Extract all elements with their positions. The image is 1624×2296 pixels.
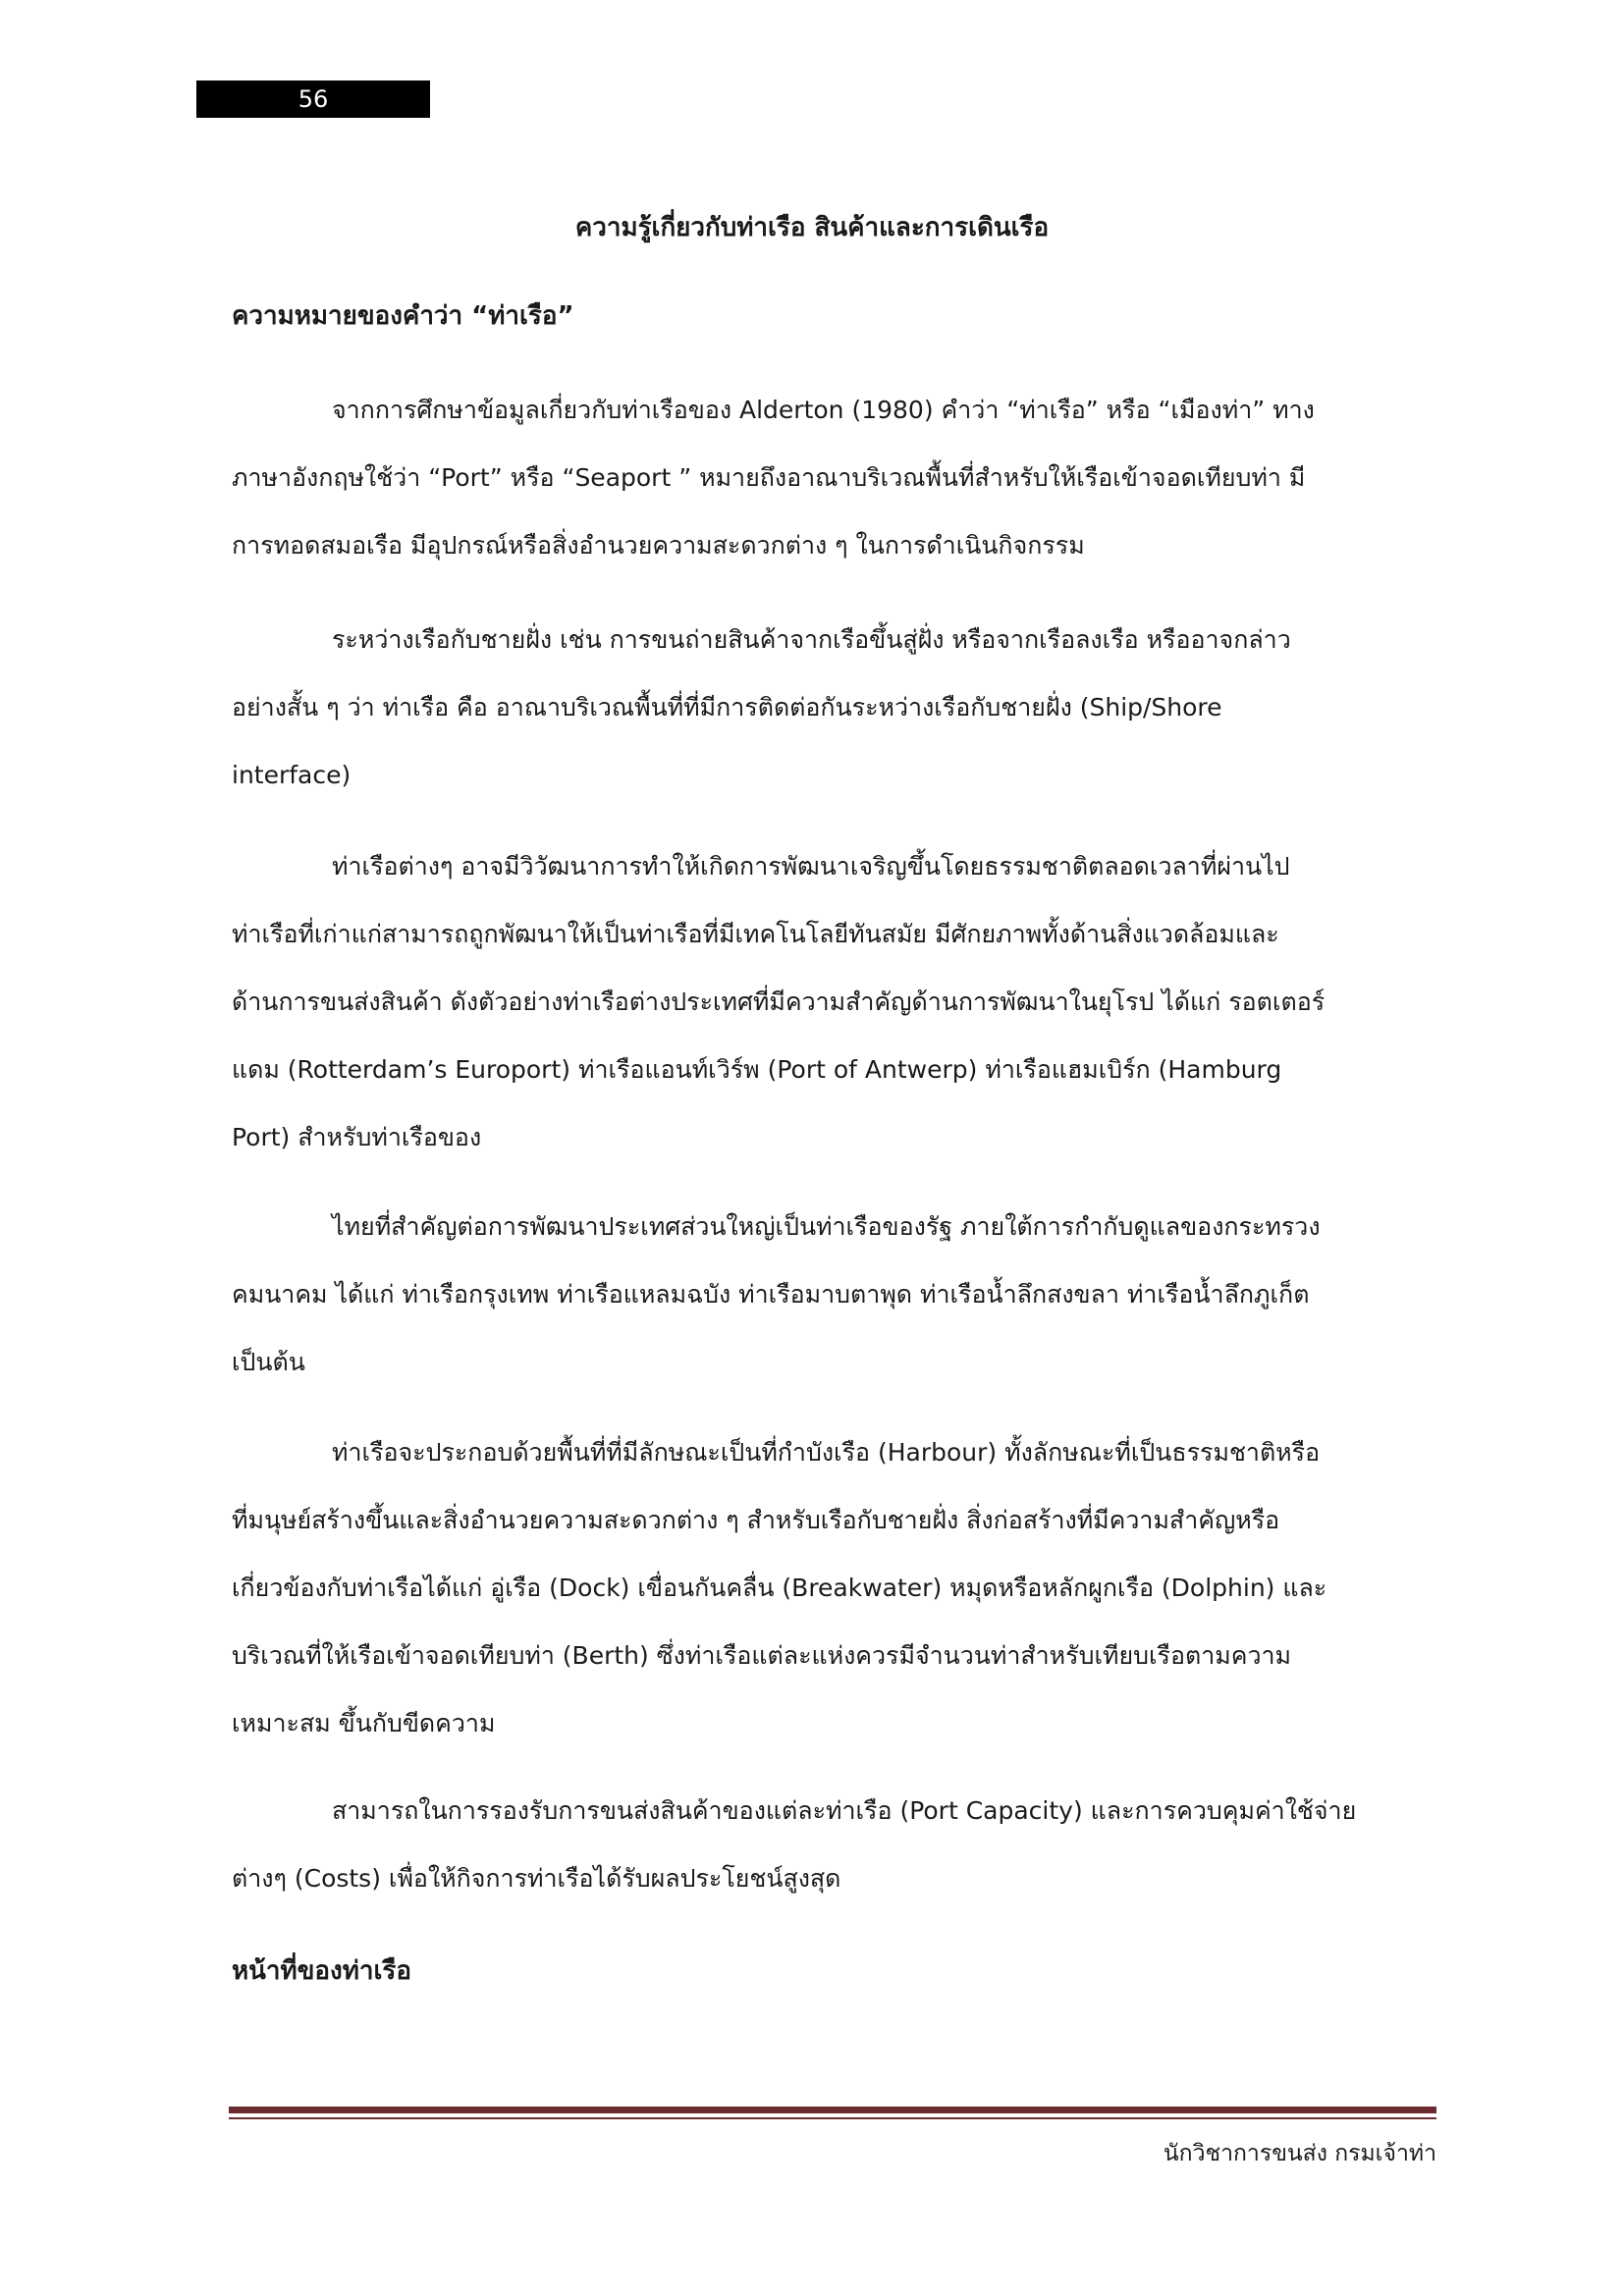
paragraph-line: ระหว่างเรือกับชายฝั่ง เช่น การขนถ่ายสินค้าจากเรือขึ้นสู่ฝั่ง หรือจากเรือลงเรือ หรืออาจกล่าว [332,625,1291,654]
paragraph-3 [232,832,1435,1171]
paragraph-line: ต่างๆ (Costs) เพื่อให้กิจการท่าเรือได้รับผลประโยชน์สูงสุด [232,1864,841,1893]
paragraph-line: ภาษาอังกฤษใช้ว่า “Port” หรือ “Seaport ” หมายถึงอาณาบริเวณพื้นที่สำหรับให้เรือเข้าจอดเทียบท่า มี [232,463,1306,492]
paragraph-line: ไทยที่สำคัญต่อการพัฒนาประเทศส่วนใหญ่เป็นท่าเรือของรัฐ ภายใต้การกำกับดูแลของกระทรวง [332,1212,1321,1241]
paragraph-line: ที่มนุษย์สร้างขึ้นและสิ่งอำนวยความสะดวกต่าง ๆ สำหรับเรือกับชายฝั่ง สิ่งก่อสร้างที่มีความสำคัญหรือ [232,1506,1280,1534]
paragraph-1 [232,376,1435,579]
paragraph-line: เป็นต้น [232,1348,305,1376]
paragraph-line: interface) [232,761,352,789]
footer-divider-thin [229,2117,1436,2119]
paragraph-5 [232,1418,1435,1757]
paragraph-line: ท่าเรือจะประกอบด้วยพื้นที่ที่มีลักษณะเป็นที่กำบังเรือ (Harbour) ทั้งลักษณะที่เป็นธรรมชาติหรือ [332,1438,1321,1467]
paragraph-line: บริเวณที่ให้เรือเข้าจอดเทียบท่า (Berth) ซึ่งท่าเรือแต่ละแห่งควรมีจำนวนท่าสำหรับเทียบเรือตามความ [232,1641,1292,1670]
paragraph-line: ท่าเรือต่างๆ อาจมีวิวัฒนาการทำให้เกิดการพัฒนาเจริญขึ้นโดยธรรมชาติตลอดเวลาที่ผ่านไป [332,852,1290,881]
paragraph-line: จากการศึกษาข้อมูลเกี่ยวกับท่าเรือของ Alderton (1980) คำว่า “ท่าเรือ” หรือ “เมืองท่า” ทาง [332,396,1315,424]
paragraph-line: การทอดสมอเรือ มีอุปกรณ์หรือสิ่งอำนวยความสะดวกต่าง ๆ ในการดำเนินกิจกรรม [232,531,1085,560]
paragraph-4 [232,1193,1435,1396]
paragraph-line: คมนาคม ได้แก่ ท่าเรือกรุงเทพ ท่าเรือแหลมฉบัง ท่าเรือมาบตาพุด ท่าเรือน้ำลึกสงขลา ท่าเรือน้ำลึกภูเก็ต [232,1280,1310,1308]
paragraph-2 [232,606,1435,809]
section-heading-meaning: ความหมายของคำว่า “ท่าเรือ” [232,301,574,331]
paragraph-line: ท่าเรือที่เก่าแก่สามารถถูกพัฒนาให้เป็นท่าเรือที่มีเทคโนโลยีทันสมัย มีศักยภาพทั้งด้านสิ่งแวดล้อมและ [232,920,1279,948]
paragraph-line: เหมาะสม ขึ้นกับขีดความ [232,1709,496,1737]
page-number: 56 [196,80,430,118]
paragraph-line: อย่างสั้น ๆ ว่า ท่าเรือ คือ อาณาบริเวณพื้นที่ที่มีการติดต่อกันระหว่างเรือกับชายฝั่ง (Ship/Shore [232,693,1222,721]
paragraph-line: แดม (Rotterdam’s Europort) ท่าเรือแอนท์เวิร์พ (Port of Antwerp) ท่าเรือแฮมเบิร์ก (Hamburg [232,1055,1282,1084]
paragraph-line: ด้านการขนส่งสินค้า ดังตัวอย่างท่าเรือต่างประเทศที่มีความสำคัญด้านการพัฒนาในยุโรป ได้แก่ รอตเตอร์ [232,988,1326,1016]
footer-divider [229,2107,1436,2113]
paragraph-line: สามารถในการรองรับการขนส่งสินค้าของแต่ละท่าเรือ (Port Capacity) และการควบคุมค่าใช้จ่าย [332,1796,1357,1825]
footer-organization: นักวิชาการขนส่ง กรมเจ้าท่า [1163,2141,1436,2166]
section-heading-functions: หน้าที่ของท่าเรือ [232,1956,411,1986]
paragraph-line: เกี่ยวข้องกับท่าเรือได้แก่ อู่เรือ (Dock) เขื่อนกันคลื่น (Breakwater) หมุดหรือหลักผูกเรือ (Dolphin) และ [232,1574,1327,1602]
paragraph-line: Port) สำหรับท่าเรือของ [232,1123,482,1151]
page-title: ความรู้เกี่ยวกับท่าเรือ สินค้าและการเดินเรือ [574,213,1050,242]
paragraph-6 [232,1777,1435,1912]
